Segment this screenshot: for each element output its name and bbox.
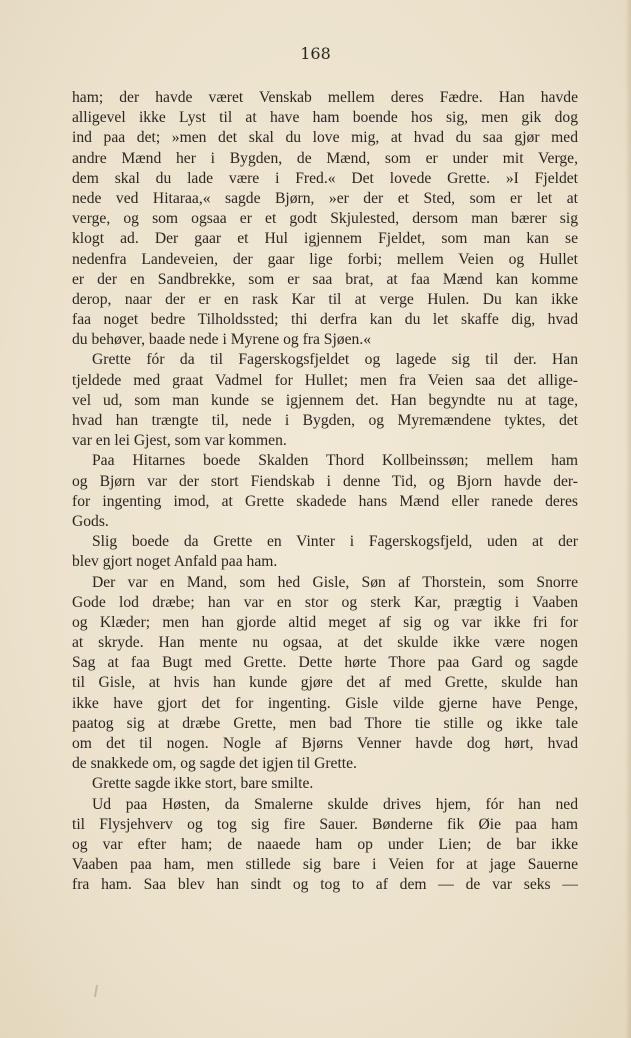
text-line: Gods.	[72, 512, 109, 530]
text-line: Ud paa Høsten, da Smalerne skulde drives hjem, fór han ned	[92, 795, 578, 813]
text-line: var en lei Gjest, som var kommen.	[72, 432, 287, 450]
paper-blemish	[94, 985, 98, 997]
text-line: Vaaben paa ham, men stillede sig bare i Veien for at jage Sauerne	[72, 856, 578, 874]
text-line: er der en Sandbrekke, som er saa brat, at faa Mænd kan komme	[72, 270, 578, 288]
text-line: Grette sagde ikke stort, bare smilte.	[92, 775, 314, 793]
text-line: og Klæder; men han gjorde altid meget af sig og var ikke fri for	[72, 613, 578, 631]
text-line: dem skal du lade være i Fred.« Det lovede Grette. »I Fjeldet	[72, 169, 578, 187]
text-line: hvad han trængte til, nede i Bygden, og Myremændene tyktes, det	[72, 412, 578, 429]
text-line: om det til nogen. Nogle af Bjørns Venner havde dog hørt, hvad	[72, 735, 578, 752]
text-line: Der var en Mand, som hed Gisle, Søn af Thorstein, som Snorre	[92, 573, 578, 591]
text-line: og var efter ham; de naaede ham op under Lien; de bar ikke	[72, 835, 578, 853]
text-line: klogt ad. Der gaar et Hul igjennem Fjeldet, som man kan se	[72, 230, 578, 248]
text-line: Paa Hitarnes boede Skalden Thord Kollbeinssøn; mellem ham	[92, 452, 578, 470]
text-line: vel ud, som man kunde se igjennem det. Han begyndte nu at tage,	[72, 391, 578, 409]
text-line: Grette fór da til Fagerskogsfjeldet og lagede sig til der. Han	[92, 351, 578, 369]
text-line: du behøver, baade nede i Myrene og fra Sjøen.«	[72, 331, 372, 349]
body-text	[72, 88, 578, 896]
text-line: de snakkede om, og sagde det igjen til Grette.	[72, 755, 357, 773]
page-edge-shadow	[625, 0, 631, 1038]
text-line: tjeldede med graat Vadmel for Hullet; men fra Veien saa det allige-	[72, 371, 578, 389]
text-line: nede ved Hitaraa,« sagde Bjørn, »er der et Sted, som er let at	[72, 189, 578, 207]
text-line: for ingenting imod, at Grette skadede hans Mænd eller ranede deres	[72, 492, 578, 510]
text-line: Sag at faa Bugt med Grette. Dette hørte Thore paa Gard og sagde	[72, 654, 578, 672]
text-line: derop, naar der er en rask Kar til at verge Hulen. Du kan ikke	[72, 290, 578, 308]
text-line: ikke have gjort det for ingenting. Gisle vilde gjerne have Penge,	[72, 694, 578, 712]
text-line: ind paa det; »men det skal du love mig, at hvad du saa gjør med	[72, 129, 578, 147]
text-line: at skryde. Han mente nu ogsaa, at det skulde ikke være nogen	[72, 634, 578, 652]
text-line: til Gisle, at hvis han kunde gjøre det af med Grette, skulde han	[72, 674, 578, 692]
text-line: til Flysjehverv og tog sig fire Sauer. Bønderne fik Øie paa ham	[72, 815, 578, 833]
text-line: verge, og som ogsaa er et godt Skjulested, dersom man bærer sig	[72, 210, 578, 228]
text-line: paatog sig at dræbe Grette, men bad Thore tie stille og ikke tale	[72, 714, 578, 732]
text-line: Slig boede da Grette en Vinter i Fagerskogsfjeld, uden at der	[92, 533, 578, 551]
text-line: Gode lod dræbe; han var en stor og sterk Kar, prægtig i Vaaben	[72, 593, 578, 611]
text-line: andre Mænd her i Bygden, de Mænd, som er under mit Verge,	[72, 149, 578, 167]
text-line: alligevel ikke Lyst til at have ham boende hos sig, men gik dog	[72, 109, 578, 127]
text-line: ham; der havde været Venskab mellem deres Fædre. Han havde	[72, 89, 578, 106]
text-line: og Bjørn var der stort Fiendskab i denne Tid, og Bjorn havde der-	[72, 472, 578, 490]
page-number: 168	[300, 44, 331, 63]
text-line: faa noget bedre Tilholdssted; thi derfra kan du let skaffe dig, hvad	[72, 311, 578, 329]
text-line: blev gjort noget Anfald paa ham.	[72, 553, 278, 571]
text-line: nedenfra Landeveien, der gaar lige forbi; mellem Veien og Hullet	[72, 250, 578, 268]
text-line: fra ham. Saa blev han sindt og tog to af dem — de var seks —	[72, 876, 578, 894]
